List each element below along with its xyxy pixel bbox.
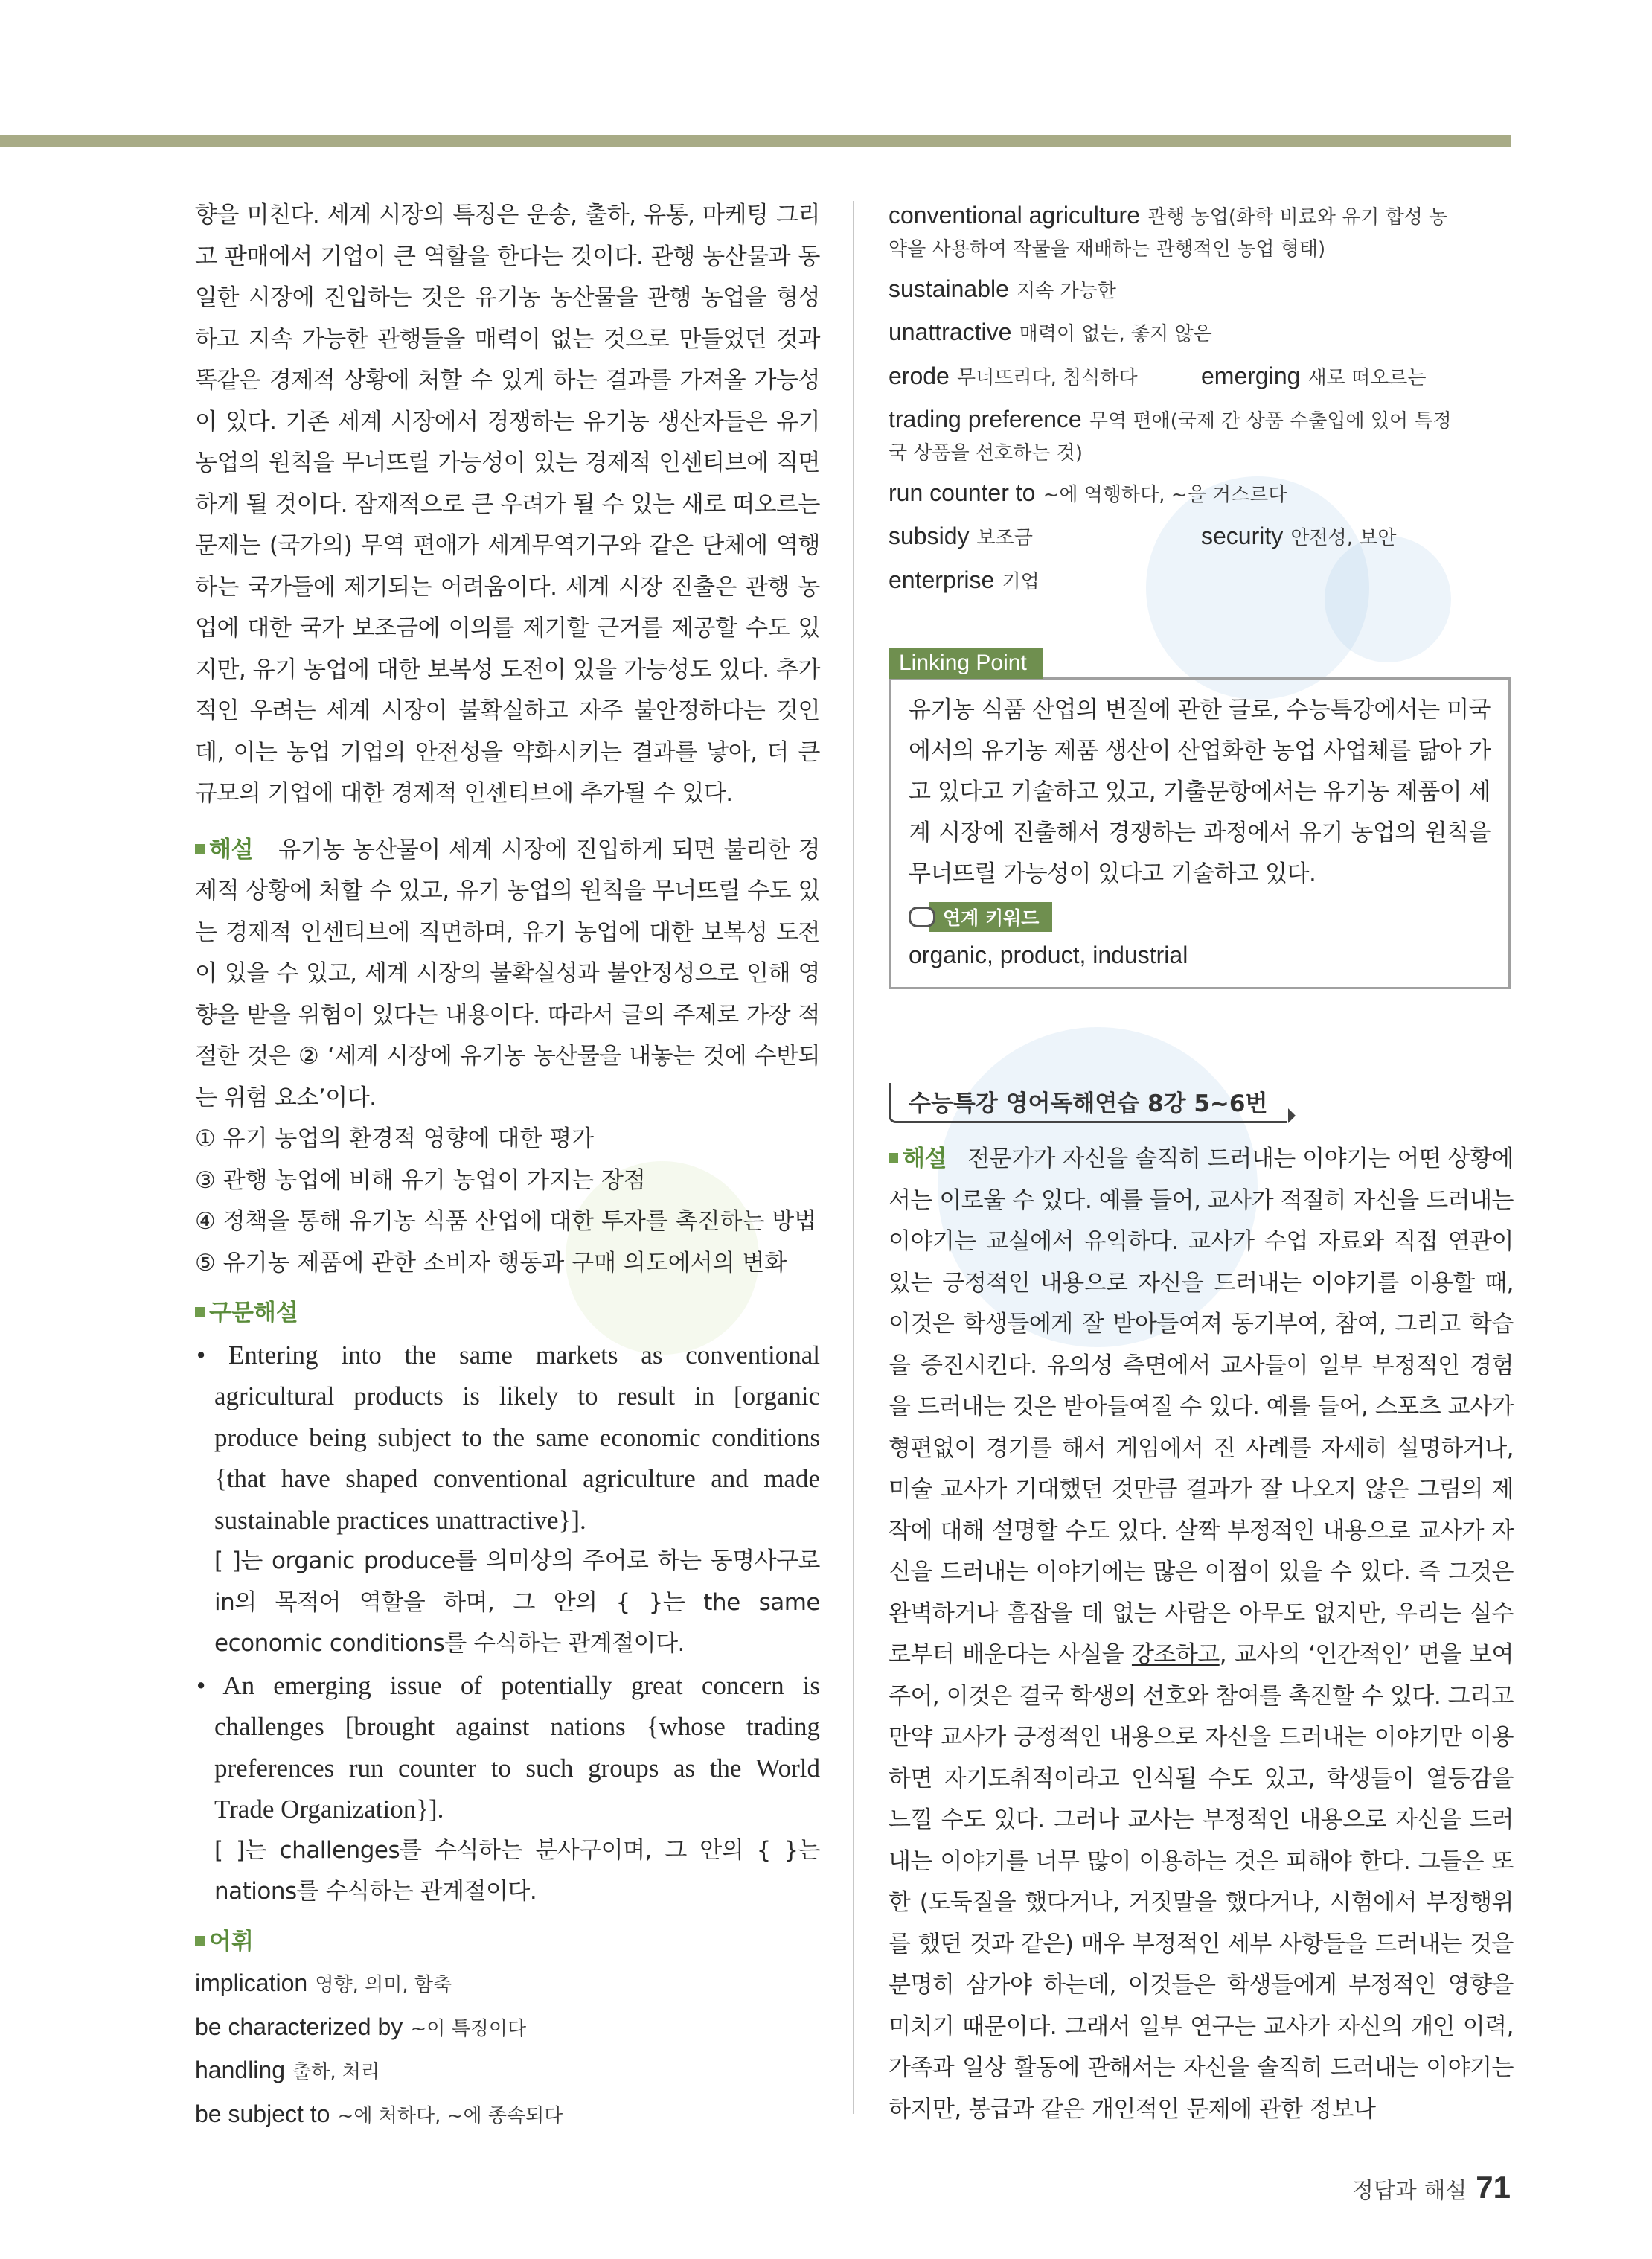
linking-point-text: 유기농 식품 산업의 변질에 관한 글로, 수능특강에서는 미국에서의 유기농 제품 생산이 산업화한 농업 사업체를 닮아 가고 있다고 기술하고 있고, 기출문항에서는 유기농 제품이 세계 시장에 진출해서 경쟁하는 과정에서 유기 농업의 원칙을 무너뜨릴 가능성이 있다고 기술하고 있다. <box>909 697 1491 887</box>
vocab-item: implication 영향, 의미, 함축 <box>195 1969 452 1996</box>
haeseol-label: 해설 <box>903 1146 947 1172</box>
square-bullet-icon <box>195 1936 205 1946</box>
linking-point-content <box>889 677 1511 989</box>
lesson-tag: 수능특강 영어독해연습 8강 5~6번 <box>889 1083 1287 1123</box>
right-haeseol <box>889 1139 1514 2130</box>
left-column <box>195 195 820 2137</box>
haeseol-label: 해설 <box>209 836 253 863</box>
square-bullet-icon <box>195 1307 205 1317</box>
vocab-item: trading preference 무역 편애(국제 간 상품 수출입에 있어 특정 <box>889 406 1452 432</box>
gumun-explanation-1: [ ]는 organic produce를 의미상의 주어로 하는 동명사구로 in의 목적어 역할을 하며, 그 안의 { }는 the same economic conditions를 수식하는 관계절이다. <box>214 1547 820 1657</box>
top-rule <box>0 135 1511 147</box>
square-bullet-icon <box>889 1153 898 1163</box>
right-vocab <box>889 195 1514 603</box>
option-1: ① 유기 농업의 환경적 영향에 대한 평가 <box>195 1125 595 1152</box>
linking-point-box <box>889 648 1511 989</box>
haeseol-section: 해설 전문가가 자신을 솔직히 드러내는 이야기는 어떤 상황에서는 이로울 수 있다. 예를 들어, 교사가 적절히 자신을 드러내는 이야기는 교실에서 유익하다. 교사가 수업 자료와 직접 연관이 있는 긍정적인 내용으로 자신을 드러내는 이야기를 이용할 때, 이것은 학생들에게 잘 받아들여져 동기부여, 참여, 그리고 학습을 증진시킨다. 유의성 측면에서 교사들이 일부 부정적인 경험을 드러내는 것은 받아들여질 수 있다. 예를 들어, 스포츠 교사가 형편없이 경기를 해서 게임에서 진 사례를 자세히 설명하거나, 미술 교사가 기대했던 것만큼 결과가 잘 나오지 않은 그림의 제작에 대해 설명할 수도 있다. 살짝 부정적인 내용으로 교사가 자신을 드러내는 이야기에는 많은 이점이 있을 수 있다. 즉 그것은 완벽하거나 흠잡을 데 없는 사람은 아무도 없지만, 우리는 실수로부터 배운다는 사실을 강조하고, 교사의 ‘인간적인’ 면을 보여 주어, 이것은 결국 학생의 선호와 참여를 촉진할 수 있다. 그리고 만약 교사가 긍정적인 내용으로 자신을 드러내는 이야기만 이용하면 자기도취적이라고 인식될 수도 있고, 학생들이 열등감을 느낄 수도 있다. 그러나 교사는 부정적인 내용으로 자신을 드러내는 이야기를 너무 많이 이용하는 것은 피해야 한다. 그들은 또한 (도둑질을 했다거나, 거짓말을 했다거나, 시험에서 부정행위를 했던 것과 같은) 매우 부정적인 세부 사항들을 드러내는 것을 분명히 삼가야 하는데, 이것들은 학생들에게 부정적인 영향을 미치기 때문이다. 그래서 일부 연구는 교사가 자신의 개인 이력, 가족과 일상 활동에 관해서는 자신을 솔직히 드러내는 이야기는 하지만, 봉급과 같은 개인적인 문제에 관한 정보나 <box>889 1146 1514 2123</box>
linking-point-title: Linking Point <box>889 648 1043 679</box>
footer-label: 정답과 해설 <box>1351 2178 1467 2204</box>
vocab-item: sustainable 지속 가능한 <box>889 275 1116 302</box>
gumun-heading: 구문해설 <box>195 1293 820 1335</box>
vocab-item: be subject to ~에 처하다, ~에 종속되다 <box>195 2100 563 2127</box>
link-icon <box>909 907 935 927</box>
vocab-item: unattractive 매력이 없는, 좋지 않은 <box>889 319 1212 345</box>
vocab-item: run counter to ~에 역행하다, ~을 거스르다 <box>889 479 1287 506</box>
vocab-row: erode 무너뜨리다, 침식하다 emerging 새로 떠오르는 <box>889 362 1427 389</box>
keyword-list: organic, product, industrial <box>909 942 1188 968</box>
column-divider <box>853 201 854 2114</box>
option-4: ④ 정책을 통해 유기농 식품 산업에 대한 투자를 촉진하는 방법 <box>195 1208 817 1235</box>
vocab-item: handling 출하, 처리 <box>195 2057 380 2083</box>
keyword-badge <box>909 902 1052 932</box>
square-bullet-icon <box>195 844 205 854</box>
gumun-sentence-2: • An emerging issue of potentially great concern is challenges [brought against nations {whose trading preferences run counter to such groups as the World Trade Organization}]. <box>196 1670 821 1824</box>
vocab-item: conventional agriculture 관행 농업(화학 비료와 유기 합성 농 <box>889 202 1448 229</box>
vocab-item-continued: 국 상품을 선호하는 것) <box>889 441 1083 464</box>
vocab-heading: 어휘 <box>195 1922 820 1964</box>
gumun-explanation-2: [ ]는 challenges를 수식하는 분사구이며, 그 안의 { }는 nations를 수식하는 관계절이다. <box>214 1836 820 1905</box>
passage-translation: 향을 미친다. 세계 시장의 특징은 운송, 출하, 유통, 마케팅 그리고 판매에서 기업이 큰 역할을 한다는 것이다. 관행 농산물과 동일한 시장에 진입하는 것은 유기농 농산물을 관행 농업을 형성하고 지속 가능한 관행들을 매력이 없는 것으로 만들었던 것과 똑같은 경제적 상황에 처할 수 있게 하는 결과를 가져올 가능성이 있다. 기존 세계 시장에서 경쟁하는 유기농 생산자들은 유기농업의 원칙을 무너뜨릴 가능성이 있는 경제적 인센티브에 직면하게 될 것이다. 잠재적으로 큰 우려가 될 수 있는 새로 떠오르는 문제는 (국가의) 무역 편애가 세계무역기구와 같은 단체에 역행하는 국가들에 제기되는 어려움이다. 세계 시장 진출은 관행 농업에 대한 국가 보조금에 이의를 제기할 근거를 제공할 수도 있지만, 유기 농업에 대한 보복성 도전이 있을 가능성도 있다. 추가적인 우려는 세계 시장이 불확실하고 자주 불안정하다는 것인데, 이는 농업 기업의 안전성을 약화시키는 결과를 낳아, 더 큰 규모의 기업에 대한 경제적 인센티브에 추가될 수 있다. <box>195 202 820 807</box>
vocab-item-continued: 약을 사용하여 작물을 재배하는 관행적인 농업 형태) <box>889 237 1326 261</box>
gumun-sentence-1: • Entering into the same markets as conventional agricultural products is likely to result in [organic produce being subject to the same economic conditions {that have shaped conventional agriculture and made sustainable practices unattractive}]. <box>196 1340 820 1535</box>
page-footer <box>1352 2170 1511 2205</box>
page-number: 71 <box>1476 2170 1511 2205</box>
vocab-row: subsidy 보조금 security 안전성, 보안 <box>889 523 1397 549</box>
option-3: ③ 관행 농업에 비해 유기 농업이 가지는 장점 <box>195 1166 646 1194</box>
haeseol-text: 유기농 농산물이 세계 시장에 진입하게 되면 불리한 경제적 상황에 처할 수 있고, 유기 농업의 원칙을 무너뜨릴 수도 있는 경제적 인센티브에 직면하며, 유기 농업에 대한 보복성 도전이 있을 수 있고, 세계 시장의 불확실성과 불안정성으로 인해 영향을 받을 위험이 있다는 내용이다. 따라서 글의 주제로 가장 적절한 것은 ② ‘세계 시장에 유기농 농산물을 내놓는 것에 수반되는 위험 요소’이다. <box>195 836 821 1111</box>
keyword-label: 연계 키워드 <box>929 902 1052 932</box>
haeseol-section <box>195 830 820 1119</box>
option-5: ⑤ 유기농 제품에 관한 소비자 행동과 구매 의도에서의 변화 <box>195 1249 787 1277</box>
vocab-item: enterprise 기업 <box>889 566 1040 593</box>
vocab-item: be characterized by ~이 특징이다 <box>195 2013 527 2040</box>
